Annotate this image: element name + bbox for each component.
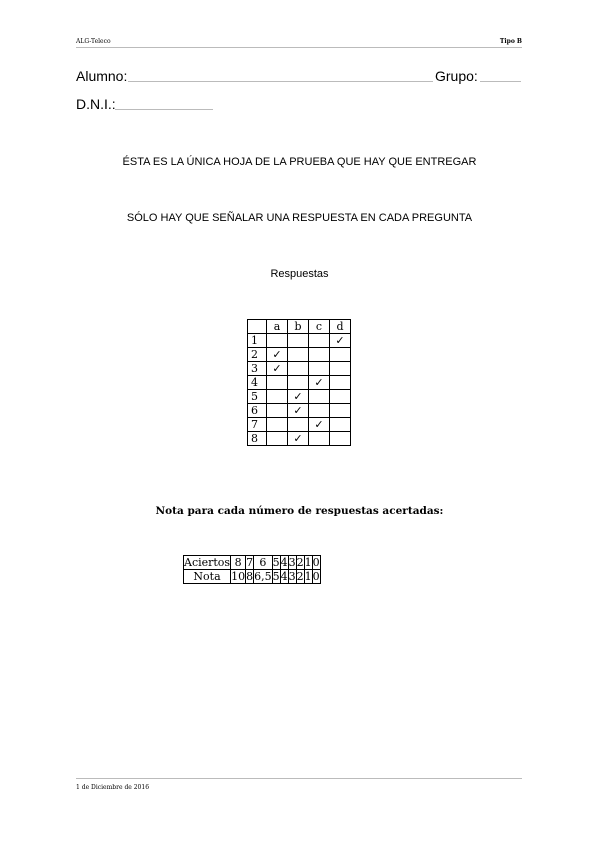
aciertos-value: 6	[254, 556, 273, 570]
answer-cell	[309, 334, 330, 348]
aciertos-row	[184, 556, 321, 570]
answers-title: Respuestas	[270, 268, 329, 280]
aciertos-value: 2	[296, 556, 304, 569]
grupo-line[interactable]	[480, 81, 521, 82]
nota-value: 1	[304, 570, 312, 583]
answer-check-mark: ✓	[288, 390, 309, 404]
answer-cell	[330, 418, 351, 432]
notice-one-answer: SÓLO HAY QUE SEÑALAR UNA RESPUESTA EN CADA PREGUNTA	[126, 212, 473, 224]
answers-column-header: a	[267, 320, 288, 334]
answer-check-mark: ✓	[267, 348, 288, 362]
answer-cell	[267, 418, 288, 432]
aciertos-value: 3	[288, 556, 296, 569]
question-number: 5	[248, 390, 267, 404]
nota-value: 6,5	[254, 570, 272, 583]
answer-cell	[267, 432, 288, 446]
nota-label: Nota	[184, 570, 231, 584]
answer-cell	[288, 334, 309, 348]
question-number: 1	[248, 334, 267, 348]
dni-label: D.N.I.:	[76, 96, 116, 112]
answer-cell	[288, 418, 309, 432]
question-number: 8	[248, 432, 267, 446]
answer-cell	[330, 348, 351, 362]
answers-row	[248, 404, 351, 418]
answer-cell	[330, 390, 351, 404]
nota-value: 5	[272, 570, 280, 583]
answers-row	[248, 418, 351, 432]
answer-cell	[288, 348, 309, 362]
answer-check-mark: ✓	[288, 404, 309, 418]
answers-column-header: c	[309, 320, 330, 334]
footer-date: 1 de Diciembre de 2016	[76, 784, 150, 791]
nota-value: 4	[280, 570, 288, 583]
answer-cell	[288, 376, 309, 390]
answers-row	[248, 376, 351, 390]
answer-check-mark: ✓	[330, 334, 351, 348]
answers-corner-cell	[248, 320, 267, 334]
aciertos-value: 1	[304, 556, 312, 569]
answer-cell	[267, 376, 288, 390]
score-table	[183, 555, 321, 584]
answers-row	[248, 348, 351, 362]
answer-cell	[330, 376, 351, 390]
answers-row	[248, 334, 351, 348]
answer-cell	[309, 404, 330, 418]
answers-row	[248, 362, 351, 376]
answer-check-mark: ✓	[288, 432, 309, 446]
answer-cell	[267, 334, 288, 348]
header-rule	[76, 47, 522, 48]
nota-title: Nota para cada número de respuestas acertadas:	[155, 505, 444, 517]
answer-check-mark: ✓	[309, 418, 330, 432]
answers-header-row	[248, 320, 351, 334]
answer-check-mark: ✓	[267, 362, 288, 376]
alumno-label: Alumno:	[76, 68, 128, 84]
answer-cell	[330, 432, 351, 446]
answers-row	[248, 432, 351, 446]
nota-value: 10	[231, 570, 246, 583]
nota-value: 3	[288, 570, 296, 583]
answer-cell	[330, 404, 351, 418]
answers-table	[247, 319, 351, 446]
aciertos-value: 0	[312, 556, 320, 569]
nota-value: 8	[246, 570, 254, 583]
answer-cell	[309, 362, 330, 376]
nota-value: 0	[312, 570, 320, 583]
aciertos-value: 8	[231, 556, 246, 570]
grupo-label: Grupo:	[435, 68, 478, 84]
answer-cell	[267, 404, 288, 418]
answer-cell	[330, 362, 351, 376]
answers-column-header: d	[330, 320, 351, 334]
footer-rule	[76, 778, 522, 779]
answers-column-header: b	[288, 320, 309, 334]
aciertos-value: 5	[272, 556, 280, 569]
question-number: 3	[248, 362, 267, 376]
question-number: 7	[248, 418, 267, 432]
question-number: 6	[248, 404, 267, 418]
aciertos-value: 4	[280, 556, 288, 569]
answer-cell	[309, 390, 330, 404]
answer-cell	[309, 348, 330, 362]
nota-row	[184, 570, 321, 584]
alumno-line[interactable]	[128, 81, 433, 82]
answers-row	[248, 390, 351, 404]
nota-value: 2	[296, 570, 304, 583]
header-course: ALG-Teleco	[76, 38, 111, 45]
notice-single-sheet: ÉSTA ES LA ÚNICA HOJA DE LA PRUEBA QUE HAY QUE ENTREGAR	[122, 156, 477, 168]
header-exam-type: Tipo B	[499, 38, 522, 45]
answer-check-mark: ✓	[309, 376, 330, 390]
answer-cell	[288, 362, 309, 376]
aciertos-label: Aciertos	[184, 556, 231, 569]
answer-cell	[309, 432, 330, 446]
aciertos-value: 7	[246, 556, 254, 569]
question-number: 4	[248, 376, 267, 390]
answer-cell	[267, 390, 288, 404]
dni-line[interactable]	[115, 109, 213, 110]
question-number: 2	[248, 348, 267, 362]
